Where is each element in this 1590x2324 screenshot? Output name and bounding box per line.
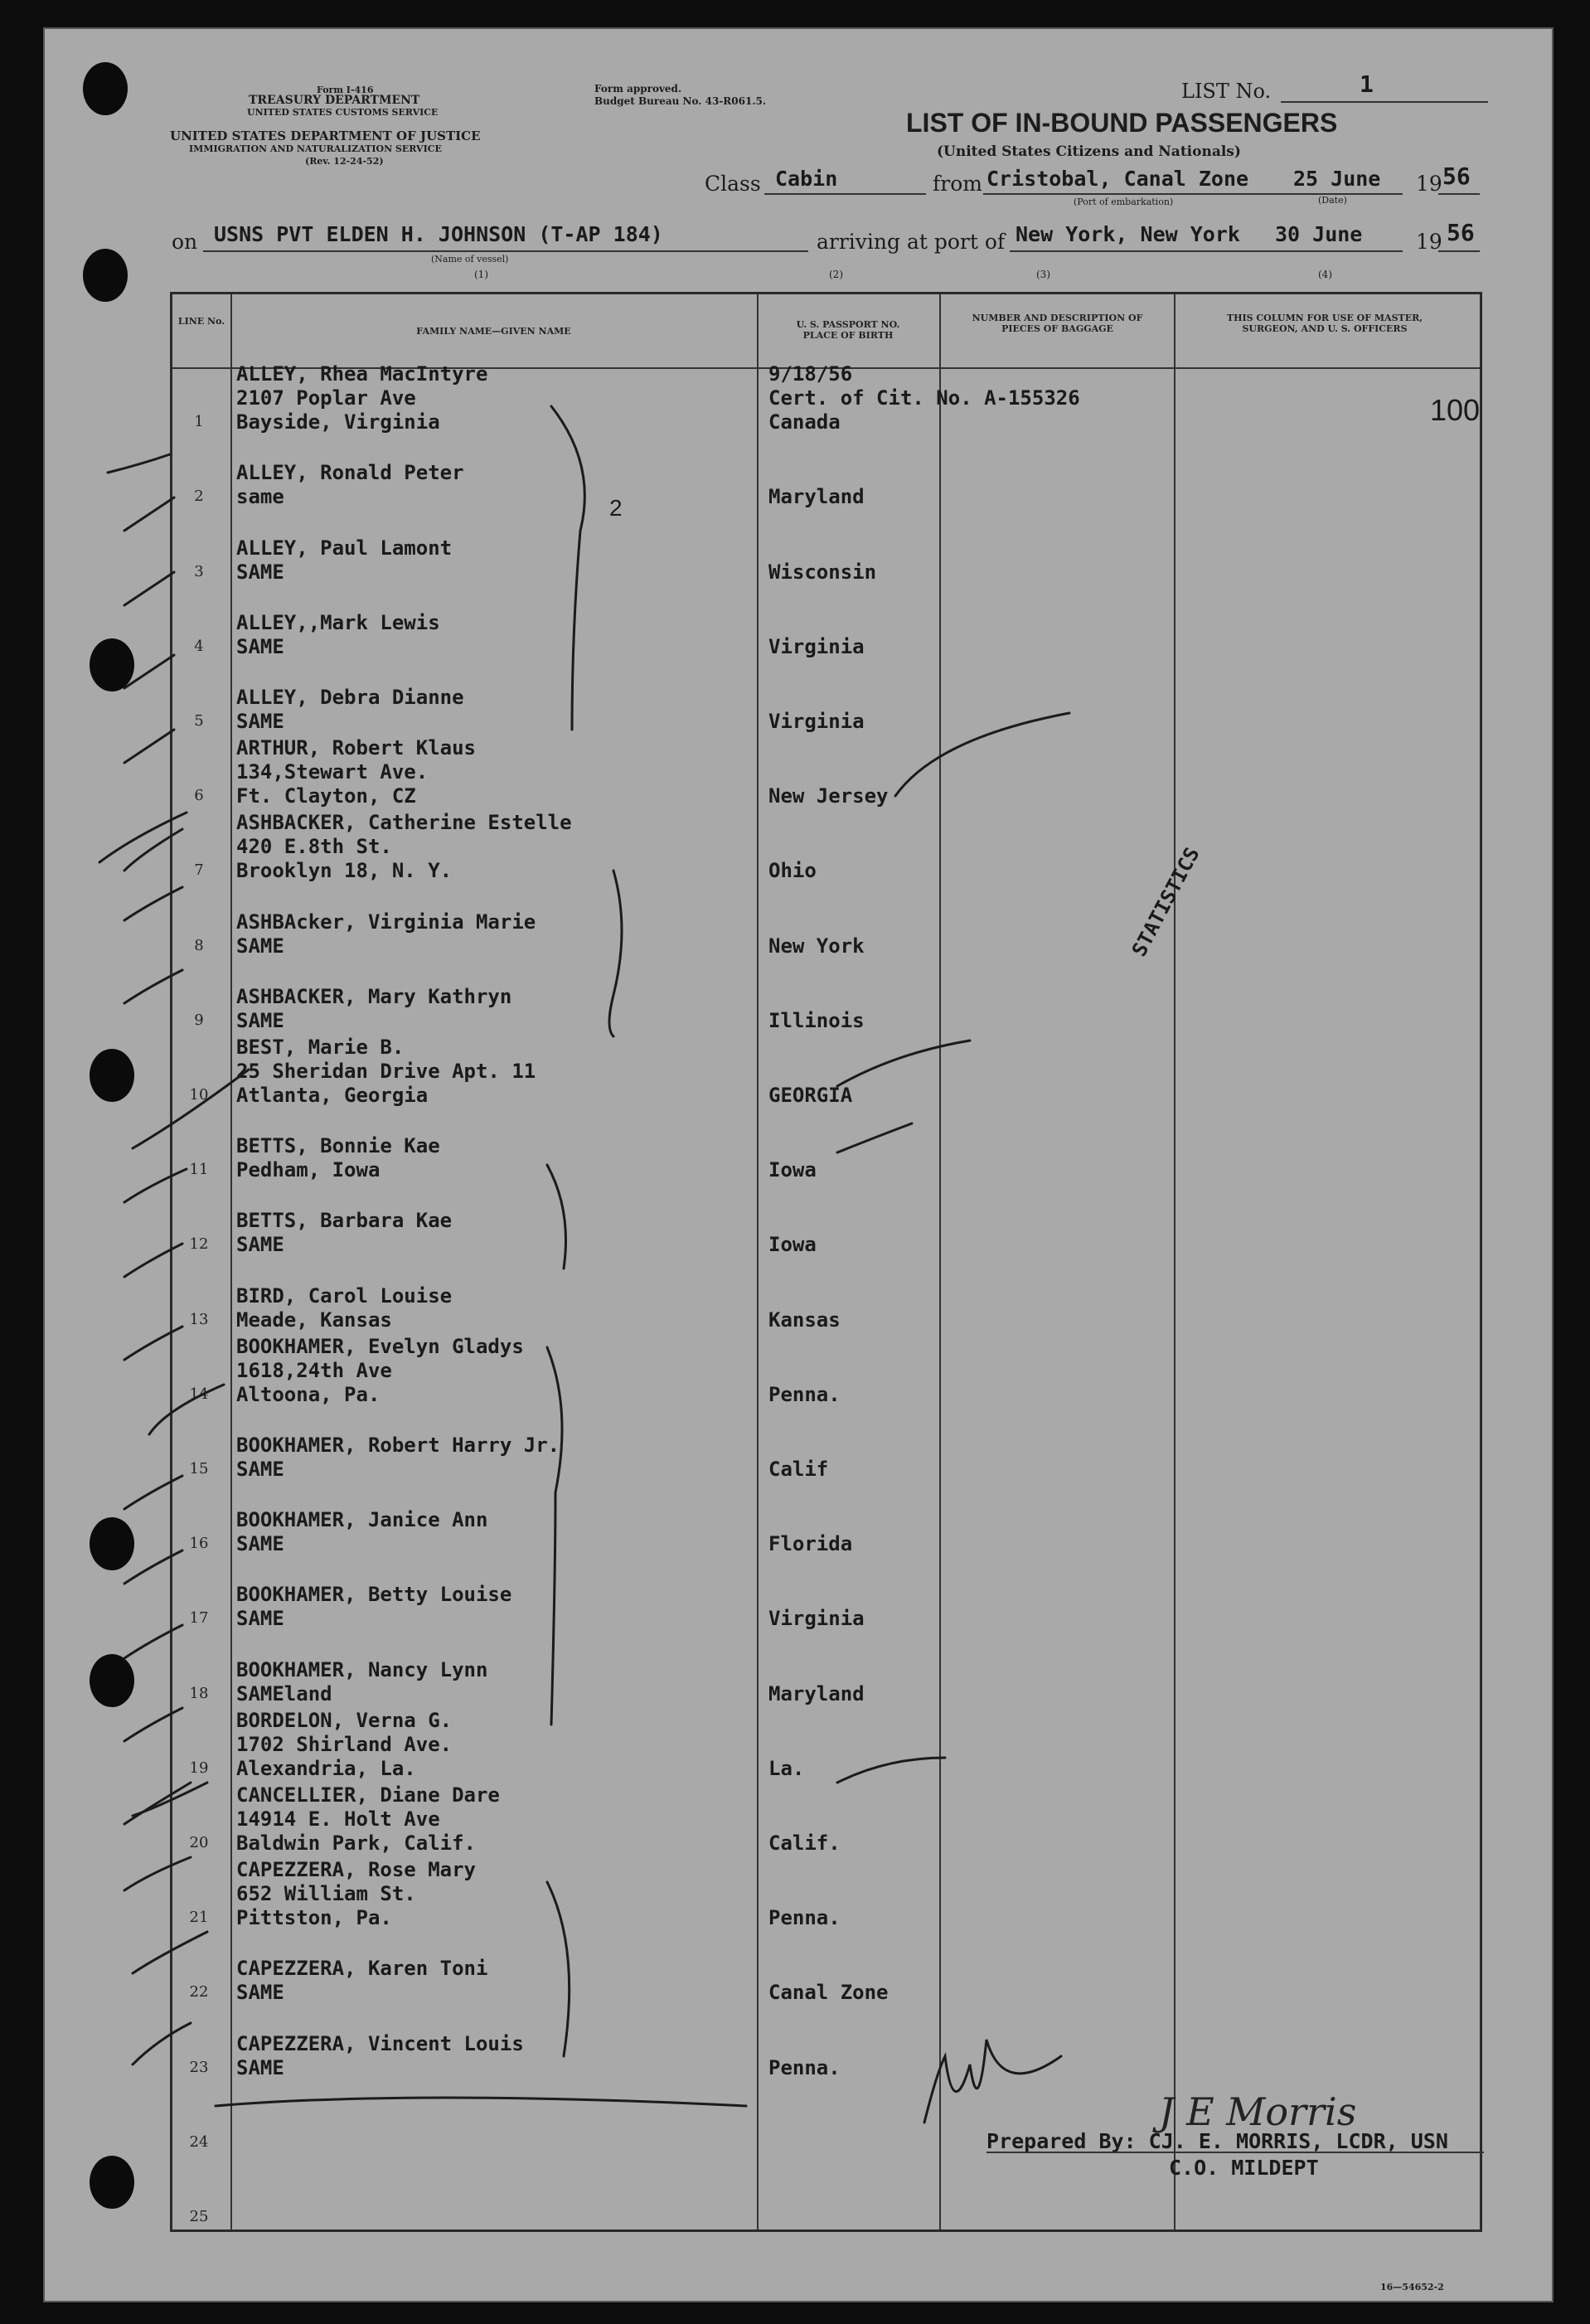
col-header-baggage: NUMBER AND DESCRIPTION OF PIECES OF BAGGAGE xyxy=(972,313,1143,334)
treasury-dept: TREASURY DEPARTMENT xyxy=(249,94,420,107)
passenger-name-line: Meade, Kansas xyxy=(236,1308,392,1332)
line-number: 1 xyxy=(194,413,204,431)
passenger-name-line: SAME xyxy=(236,1607,284,1631)
count-annotation: 100 xyxy=(1430,393,1481,427)
line-number: 11 xyxy=(189,1161,209,1179)
date-caption: (Date) xyxy=(1318,195,1347,206)
punch-hole xyxy=(83,62,128,115)
year-value: 56 xyxy=(1442,163,1471,190)
document-subtitle: (United States Citizens and Nationals) xyxy=(937,143,1241,160)
line-number: 8 xyxy=(194,936,204,954)
place-of-birth: La. xyxy=(768,1756,805,1780)
prepared-by: Prepared By: CJ. E. MORRIS, LCDR, USN xyxy=(986,2129,1448,2153)
passenger-name-line: Pittston, Pa. xyxy=(236,1906,392,1930)
place-of-birth: Florida xyxy=(768,1532,853,1556)
prepared-unit: C.O. MILDEPT xyxy=(1169,2156,1319,2180)
place-of-birth: Virginia xyxy=(768,710,865,733)
place-of-birth: Calif xyxy=(768,1458,829,1481)
line-number: 22 xyxy=(189,1983,209,2001)
year-prefix-2: 19 xyxy=(1416,230,1442,254)
budget-bureau: Budget Bureau No. 43-R061.5. xyxy=(594,95,767,107)
passenger-name-line: BETTS, Bonnie Kae xyxy=(236,1134,440,1158)
passenger-name-line: 1618,24th Ave xyxy=(236,1358,392,1382)
line-number: 2 xyxy=(194,488,204,506)
from-date: 25 June xyxy=(1293,167,1381,191)
place-of-birth: Canal Zone xyxy=(768,1981,889,2005)
passenger-name-line: BOOKHAMER, Betty Louise xyxy=(236,1583,512,1607)
passenger-name-line: SAME xyxy=(236,1008,284,1032)
form-approved: Form approved. xyxy=(594,83,682,95)
passenger-name-line: same xyxy=(236,485,284,509)
passenger-name-line: ARTHUR, Robert Klaus xyxy=(236,736,476,760)
passenger-name-line: ALLEY, Paul Lamont xyxy=(236,536,453,560)
place-of-birth: New Jersey xyxy=(768,784,889,808)
passenger-name-line: ALLEY, Rhea MacIntyre xyxy=(236,362,488,386)
class-label: Class xyxy=(705,172,761,196)
line-number: 4 xyxy=(194,637,204,655)
passenger-name-line: BOOKHAMER, Robert Harry Jr. xyxy=(236,1434,560,1457)
arrival-date: 30 June xyxy=(1275,222,1363,246)
family-mark: 2 xyxy=(609,495,623,521)
passenger-name-line: Ft. Clayton, CZ xyxy=(236,784,416,808)
line-number: 15 xyxy=(189,1460,209,1477)
passenger-name-line: 1702 Shirland Ave. xyxy=(236,1732,453,1756)
col-header-name: FAMILY NAME—GIVEN NAME xyxy=(416,326,571,337)
passenger-name-line: SAME xyxy=(236,560,284,584)
passenger-name-line: SAMEland xyxy=(236,1681,332,1705)
from-label: from xyxy=(933,172,982,196)
place-of-birth: Canada xyxy=(768,410,841,434)
class-value: Cabin xyxy=(775,167,838,191)
passenger-name-line: SAME xyxy=(236,1981,284,2005)
list-no-label: LIST No. xyxy=(1181,80,1272,103)
line-number: 12 xyxy=(189,1235,209,1254)
place-of-birth: Virginia xyxy=(768,634,865,658)
passenger-name-line: ASHBACKER, Catherine Estelle xyxy=(236,811,572,835)
passenger-name-line: BIRD, Carol Louise xyxy=(236,1283,453,1308)
line-number: 23 xyxy=(189,2058,209,2076)
passenger-name-line: SAME xyxy=(236,634,284,658)
on-label: on xyxy=(172,230,198,254)
passenger-name-line: 134,Stewart Ave. xyxy=(236,760,429,784)
passenger-name-line: CANCELLIER, Diane Dare xyxy=(236,1783,500,1807)
passenger-name-line: Alexandria, La. xyxy=(236,1756,416,1780)
line-number: 9 xyxy=(194,1011,204,1029)
passenger-name-line: 2107 Poplar Ave xyxy=(236,386,416,410)
col-header-passport: U. S. PASSPORT NO. PLACE OF BIRTH xyxy=(796,319,900,341)
passenger-name-line: 14914 E. Holt Ave xyxy=(236,1807,440,1831)
line-number: 5 xyxy=(194,712,204,730)
passenger-name-line: CAPEZZERA, Rose Mary xyxy=(236,1858,476,1882)
passenger-name-line: ASHBAcker, Virginia Marie xyxy=(236,910,536,934)
place-of-birth: GEORGIA xyxy=(768,1084,853,1107)
passenger-name-line: SAME xyxy=(236,934,284,958)
punch-hole xyxy=(90,638,134,691)
line-number: 16 xyxy=(189,1535,209,1553)
passenger-name-line: BOOKHAMER, Nancy Lynn xyxy=(236,1657,488,1681)
place-of-birth: New York xyxy=(768,934,865,958)
line-number: 19 xyxy=(189,1759,209,1777)
form-number: Form I-416 xyxy=(317,85,374,95)
line-number: 7 xyxy=(194,861,204,880)
col-num-1: (1) xyxy=(474,269,488,280)
place-of-birth: Penna. xyxy=(768,2055,841,2079)
place-of-birth: Ohio xyxy=(768,859,817,883)
passenger-name-line: Atlanta, Georgia xyxy=(236,1084,429,1107)
passenger-name-line: ALLEY, Debra Dianne xyxy=(236,686,464,709)
place-of-birth: Cert. of Cit. No. A-155326 xyxy=(768,386,1080,410)
line-number: 13 xyxy=(189,1310,209,1328)
arrival-port: New York, New York xyxy=(1016,222,1240,246)
passenger-name-line: SAME xyxy=(236,1233,284,1257)
passenger-name-line: BORDELON, Verna G. xyxy=(236,1708,453,1732)
passenger-name-line: Brooklyn 18, N. Y. xyxy=(236,859,453,883)
place-of-birth: Illinois xyxy=(768,1008,865,1032)
passenger-name-line: ALLEY,,Mark Lewis xyxy=(236,610,440,634)
footer-code: 16—54652-2 xyxy=(1380,2282,1444,2292)
place-of-birth: Iowa xyxy=(768,1158,817,1182)
col-num-3: (3) xyxy=(1036,269,1050,280)
line-number: 6 xyxy=(194,787,204,805)
year-value-2: 56 xyxy=(1447,219,1475,246)
arriving-label: arriving at port of xyxy=(817,230,1006,254)
passenger-name-line: SAME xyxy=(236,2055,284,2079)
place-of-birth: Virginia xyxy=(768,1607,865,1631)
place-of-birth: Wisconsin xyxy=(768,560,877,584)
passenger-name-line: Pedham, Iowa xyxy=(236,1158,381,1182)
passenger-name-line: Baldwin Park, Calif. xyxy=(236,1832,476,1855)
line-number: 25 xyxy=(189,2208,209,2225)
from-port: Cristobal, Canal Zone xyxy=(986,167,1249,191)
col-header-officers: THIS COLUMN FOR USE OF MASTER, SURGEON, AND U. S. OFFICERS xyxy=(1226,313,1423,334)
line-number: 10 xyxy=(189,1086,209,1104)
place-of-birth: Penna. xyxy=(768,1382,841,1406)
passenger-name-line: CAPEZZERA, Karen Toni xyxy=(236,1957,488,1981)
passenger-name-line: SAME xyxy=(236,1532,284,1556)
passenger-name-line: BEST, Marie B. xyxy=(236,1036,405,1059)
col-num-2: (2) xyxy=(829,269,843,280)
vessel-caption: (Name of vessel) xyxy=(431,254,509,264)
statistics-stamp: STATISTICS xyxy=(1127,843,1205,961)
line-number: 17 xyxy=(189,1609,209,1628)
passenger-name-line: BOOKHAMER, Janice Ann xyxy=(236,1508,488,1532)
signature: J E Morris xyxy=(1159,2089,1357,2134)
place-of-birth: Kansas xyxy=(768,1308,841,1332)
punch-hole xyxy=(90,1654,134,1707)
list-no-value: 1 xyxy=(1360,70,1374,98)
col-num-4: (4) xyxy=(1318,269,1332,280)
line-number: 18 xyxy=(189,1684,209,1702)
col-header-line-no: LINE No. xyxy=(177,316,225,327)
passenger-name-line: CAPEZZERA, Vincent Louis xyxy=(236,2031,524,2055)
port-embarkation-caption: (Port of embarkation) xyxy=(1074,196,1174,207)
place-of-birth: Calif. xyxy=(768,1832,841,1855)
punch-hole xyxy=(83,249,128,302)
vessel-name: USNS PVT ELDEN H. JOHNSON (T-AP 184) xyxy=(214,222,663,246)
line-number: 20 xyxy=(189,1834,209,1851)
punch-hole xyxy=(90,1517,134,1570)
place-of-birth: Iowa xyxy=(768,1233,817,1257)
place-of-birth: Maryland xyxy=(768,485,865,509)
line-number: 21 xyxy=(189,1909,209,1927)
document-title: LIST OF IN-BOUND PASSENGERS xyxy=(906,108,1338,138)
passenger-name-line: BETTS, Barbara Kae xyxy=(236,1209,453,1233)
passenger-name-line: 420 E.8th St. xyxy=(236,835,392,859)
place-of-birth: 9/18/56 xyxy=(768,362,853,386)
place-of-birth: Maryland xyxy=(768,1681,865,1705)
passenger-name-line: SAME xyxy=(236,1458,284,1481)
punch-hole xyxy=(90,2156,134,2209)
line-number: 3 xyxy=(194,562,204,580)
customs-service: UNITED STATES CUSTOMS SERVICE xyxy=(247,107,439,118)
passenger-name-line: SAME xyxy=(236,710,284,733)
place-of-birth: Penna. xyxy=(768,1906,841,1930)
year-prefix: 19 xyxy=(1416,172,1442,196)
passenger-name-line: ASHBACKER, Mary Kathryn xyxy=(236,984,512,1008)
passenger-name-line: 25 Sheridan Drive Apt. 11 xyxy=(236,1060,536,1083)
line-number: 24 xyxy=(189,2132,209,2151)
line-number: 14 xyxy=(189,1385,209,1403)
punch-hole xyxy=(90,1049,134,1102)
justice-dept: UNITED STATES DEPARTMENT OF JUSTICE xyxy=(170,129,481,143)
passenger-name-line: 652 William St. xyxy=(236,1882,416,1906)
passenger-name-line: Bayside, Virginia xyxy=(236,410,440,434)
passenger-name-line: Altoona, Pa. xyxy=(236,1382,381,1406)
passenger-name-line: ALLEY, Ronald Peter xyxy=(236,461,464,485)
ins: IMMIGRATION AND NATURALIZATION SERVICE xyxy=(189,143,442,154)
passenger-name-line: BOOKHAMER, Evelyn Gladys xyxy=(236,1334,524,1358)
form-rev: (Rev. 12-24-52) xyxy=(305,156,384,167)
